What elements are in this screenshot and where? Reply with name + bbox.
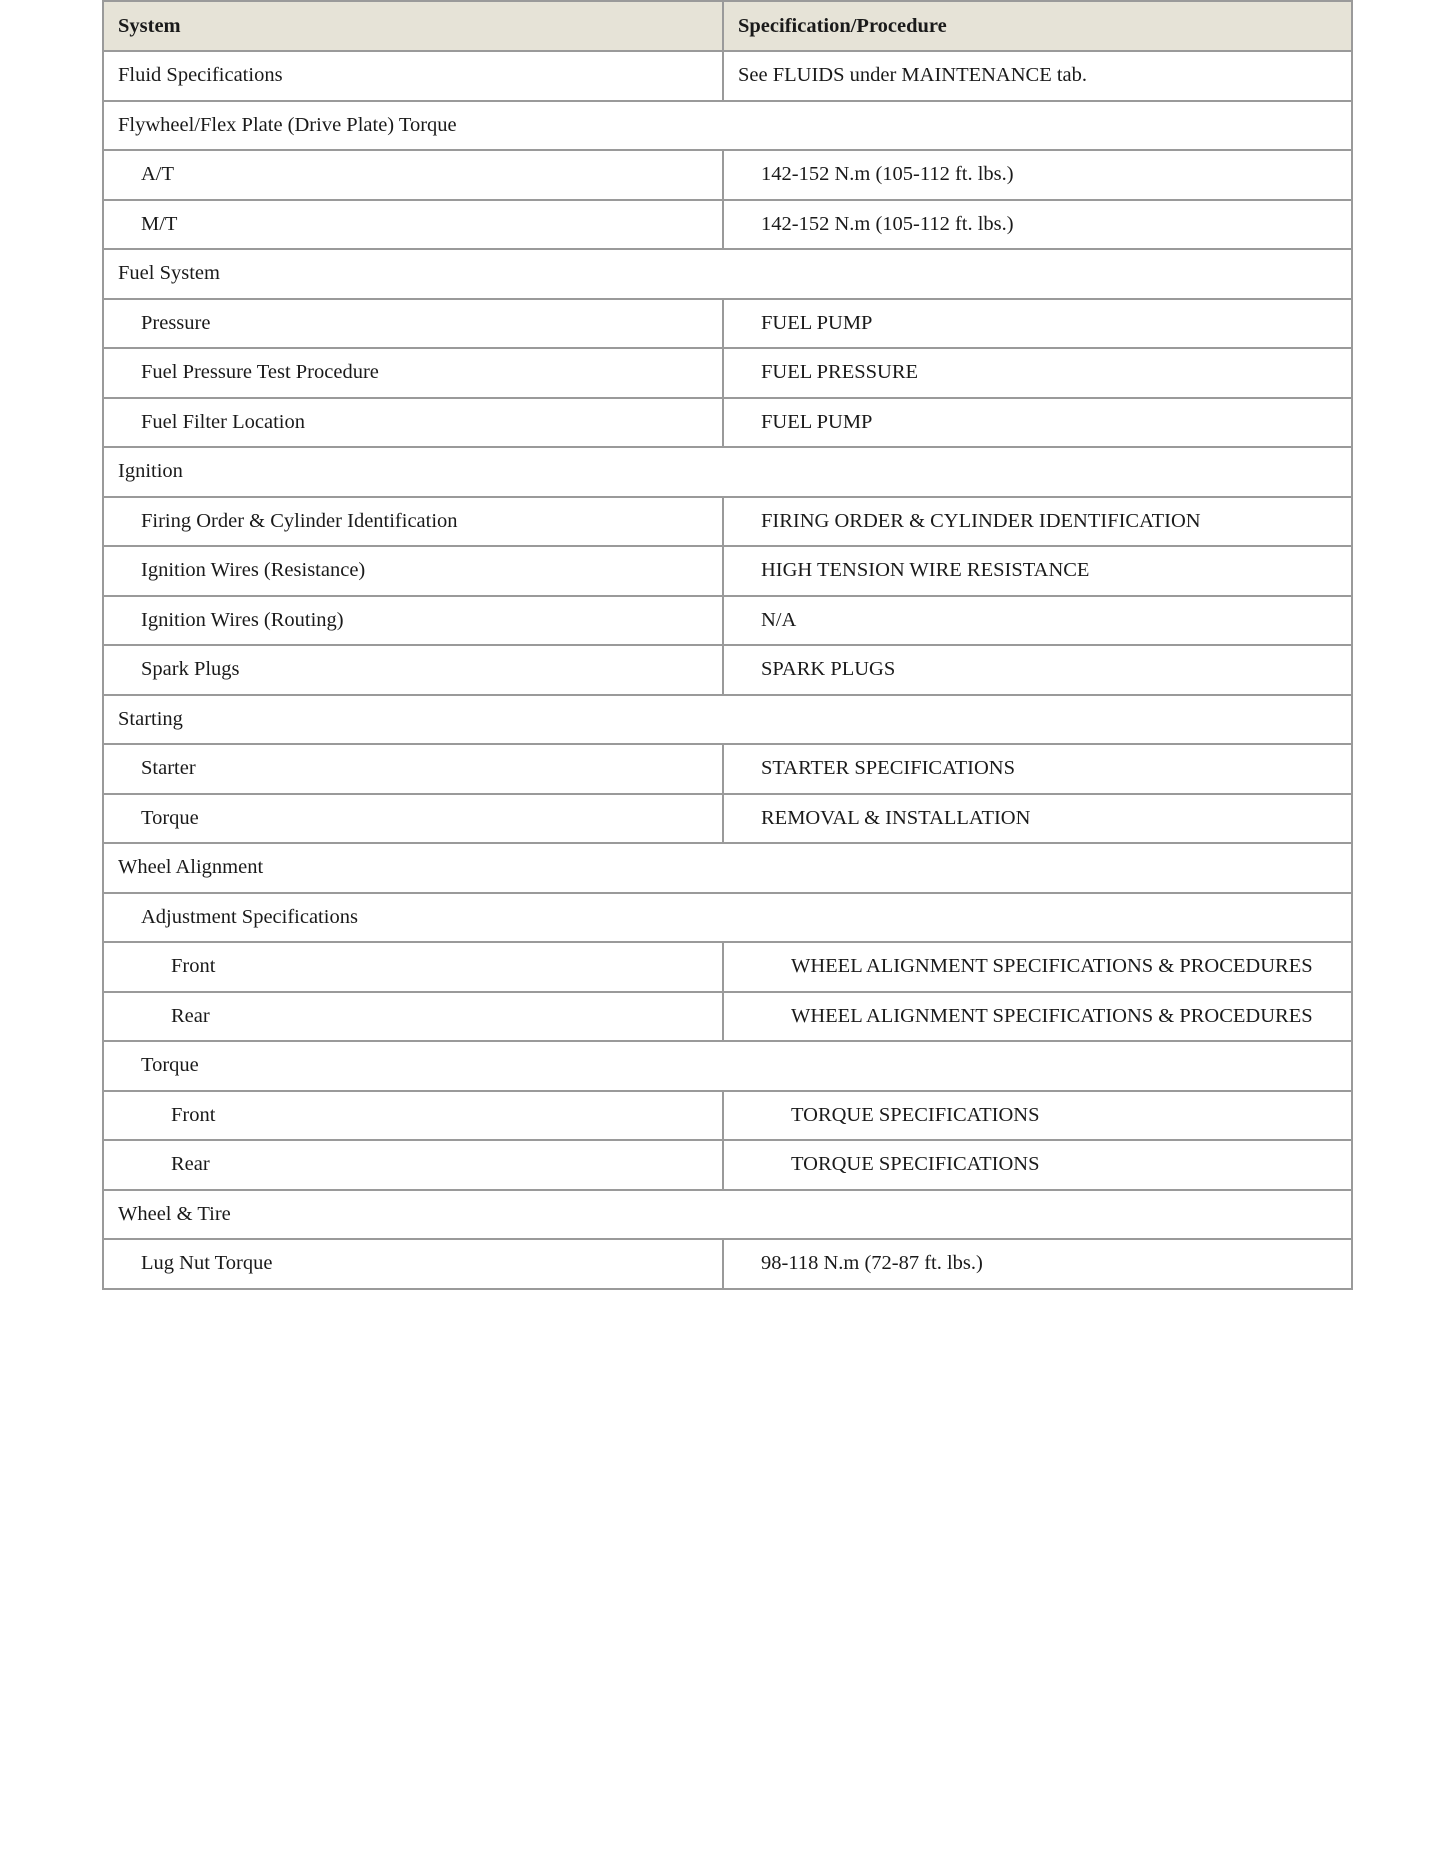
system-cell: Torque bbox=[103, 794, 723, 844]
specification-cell: N/A bbox=[723, 596, 1352, 646]
specification-cell: 142-152 N.m (105-112 ft. lbs.) bbox=[723, 200, 1352, 250]
section-row bbox=[103, 249, 1352, 299]
table-row bbox=[103, 299, 1352, 349]
system-cell: M/T bbox=[103, 200, 723, 250]
system-cell: Ignition Wires (Routing) bbox=[103, 596, 723, 646]
specification-cell: See FLUIDS under MAINTENANCE tab. bbox=[723, 51, 1352, 101]
specification-cell: FIRING ORDER & CYLINDER IDENTIFICATION bbox=[723, 497, 1352, 547]
specification-cell: REMOVAL & INSTALLATION bbox=[723, 794, 1352, 844]
section-row bbox=[103, 893, 1352, 943]
header-system: System bbox=[103, 1, 723, 51]
specification-cell: 98-118 N.m (72-87 ft. lbs.) bbox=[723, 1239, 1352, 1289]
section-label: Flywheel/Flex Plate (Drive Plate) Torque bbox=[103, 101, 1352, 151]
system-cell: Rear bbox=[103, 1140, 723, 1190]
table-row bbox=[103, 398, 1352, 448]
table-row bbox=[103, 596, 1352, 646]
system-cell: Starter bbox=[103, 744, 723, 794]
specification-cell: HIGH TENSION WIRE RESISTANCE bbox=[723, 546, 1352, 596]
section-label: Wheel Alignment bbox=[103, 843, 1352, 893]
table-body bbox=[103, 51, 1352, 1289]
table-row bbox=[103, 1140, 1352, 1190]
table-row bbox=[103, 200, 1352, 250]
specification-cell: WHEEL ALIGNMENT SPECIFICATIONS & PROCEDURES bbox=[723, 942, 1352, 992]
section-row bbox=[103, 101, 1352, 151]
section-label: Ignition bbox=[103, 447, 1352, 497]
table-row bbox=[103, 744, 1352, 794]
table-row bbox=[103, 645, 1352, 695]
specification-cell: TORQUE SPECIFICATIONS bbox=[723, 1091, 1352, 1141]
specification-cell: 142-152 N.m (105-112 ft. lbs.) bbox=[723, 150, 1352, 200]
specification-cell: TORQUE SPECIFICATIONS bbox=[723, 1140, 1352, 1190]
system-cell: Pressure bbox=[103, 299, 723, 349]
table-row bbox=[103, 497, 1352, 547]
system-cell: Firing Order & Cylinder Identification bbox=[103, 497, 723, 547]
section-row bbox=[103, 1190, 1352, 1240]
specification-cell: FUEL PRESSURE bbox=[723, 348, 1352, 398]
specification-cell: STARTER SPECIFICATIONS bbox=[723, 744, 1352, 794]
specification-cell: SPARK PLUGS bbox=[723, 645, 1352, 695]
section-row bbox=[103, 1041, 1352, 1091]
system-cell: Fuel Pressure Test Procedure bbox=[103, 348, 723, 398]
table-row bbox=[103, 51, 1352, 101]
section-label: Starting bbox=[103, 695, 1352, 745]
specification-cell: WHEEL ALIGNMENT SPECIFICATIONS & PROCEDURES bbox=[723, 992, 1352, 1042]
system-cell: Lug Nut Torque bbox=[103, 1239, 723, 1289]
system-cell: Front bbox=[103, 942, 723, 992]
system-cell: Fuel Filter Location bbox=[103, 398, 723, 448]
table-row bbox=[103, 546, 1352, 596]
section-row bbox=[103, 447, 1352, 497]
table-row bbox=[103, 150, 1352, 200]
table-row bbox=[103, 992, 1352, 1042]
system-cell: A/T bbox=[103, 150, 723, 200]
specification-cell: FUEL PUMP bbox=[723, 299, 1352, 349]
section-label: Adjustment Specifications bbox=[103, 893, 1352, 943]
section-label: Torque bbox=[103, 1041, 1352, 1091]
system-cell: Spark Plugs bbox=[103, 645, 723, 695]
specifications-table bbox=[102, 0, 1353, 1290]
section-label: Fuel System bbox=[103, 249, 1352, 299]
system-cell: Front bbox=[103, 1091, 723, 1141]
specification-cell: FUEL PUMP bbox=[723, 398, 1352, 448]
section-label: Wheel & Tire bbox=[103, 1190, 1352, 1240]
table-row bbox=[103, 1239, 1352, 1289]
table-row bbox=[103, 794, 1352, 844]
table-row bbox=[103, 942, 1352, 992]
table-row bbox=[103, 1091, 1352, 1141]
header-specification: Specification/Procedure bbox=[723, 1, 1352, 51]
table-header-row bbox=[103, 1, 1352, 51]
system-cell: Ignition Wires (Resistance) bbox=[103, 546, 723, 596]
system-cell: Fluid Specifications bbox=[103, 51, 723, 101]
section-row bbox=[103, 695, 1352, 745]
system-cell: Rear bbox=[103, 992, 723, 1042]
section-row bbox=[103, 843, 1352, 893]
table-row bbox=[103, 348, 1352, 398]
